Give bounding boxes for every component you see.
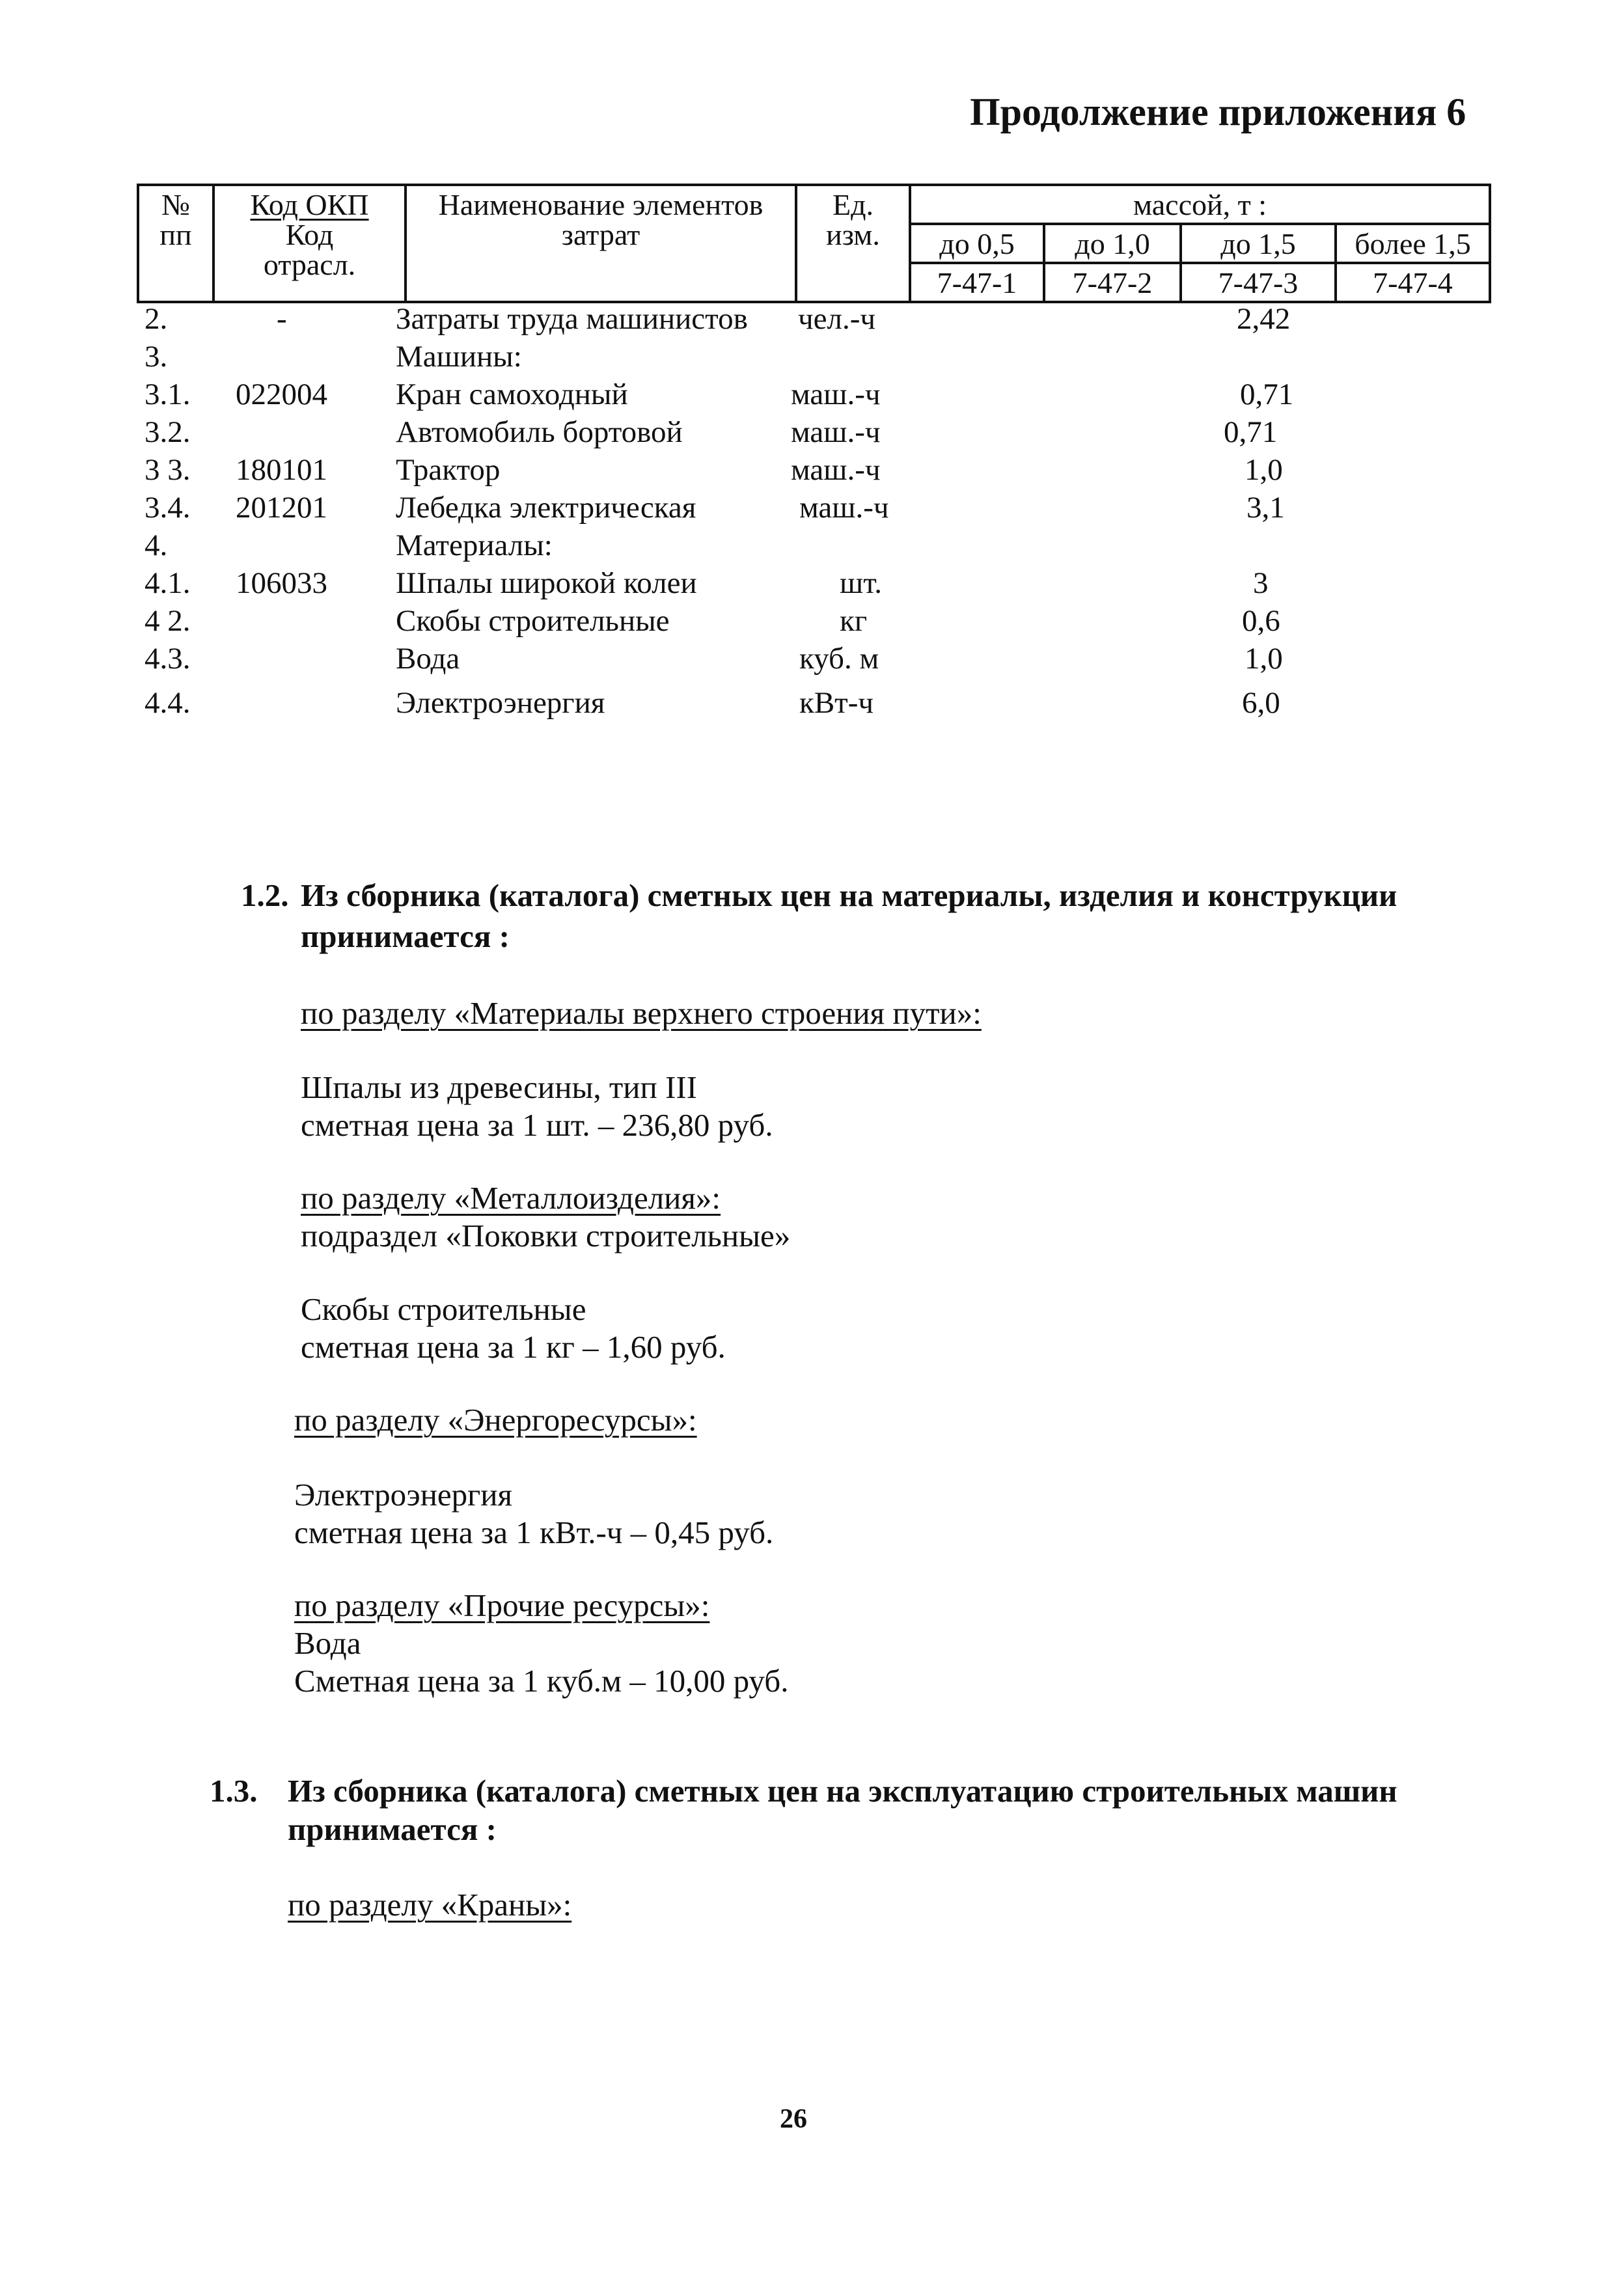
row-value: 1,0: [1245, 453, 1283, 487]
row-num: 4.1.: [145, 566, 191, 600]
price-line: Вода: [294, 1625, 361, 1661]
page-number: 26: [780, 2104, 807, 2134]
row-num: 3.4.: [145, 491, 191, 525]
header-mass-group: массой, т :: [910, 185, 1490, 224]
mass-code-1: 7-47-1: [910, 263, 1044, 302]
row-unit: кВт-ч: [799, 686, 874, 720]
mass-col-1: до 0,5: [910, 224, 1044, 263]
subsection-heading: по разделу «Прочие ресурсы»:: [294, 1587, 710, 1623]
header-unit-cell: [796, 185, 910, 302]
row-num: 3.1.: [145, 377, 191, 411]
mass-col-3: до 1,5: [1181, 224, 1336, 263]
row-code: -: [277, 302, 287, 336]
row-unit: маш.-ч: [791, 377, 881, 411]
row-name: Лебедка электрическая: [396, 491, 696, 525]
row-name: Автомобиль бортовой: [396, 415, 683, 449]
row-value: 2,42: [1237, 302, 1291, 336]
cost-table-header: [137, 184, 1491, 303]
price-line: сметная цена за 1 шт. – 236,80 руб.: [301, 1107, 773, 1143]
mass-code-3: 7-47-3: [1181, 263, 1336, 302]
row-name: Кран самоходный: [396, 377, 628, 411]
row-name: Затраты труда машинистов: [396, 302, 748, 336]
row-value: 3,1: [1246, 491, 1285, 525]
header-code-line1: Код ОКП: [250, 188, 369, 221]
row-num: 4.3.: [145, 642, 191, 676]
subsection-heading: по разделу «Материалы верхнего строения пути»:: [301, 995, 982, 1031]
mass-code-4: 7-47-4: [1336, 263, 1490, 302]
row-value: 0,71: [1224, 415, 1278, 449]
row-unit: маш.-ч: [791, 453, 881, 487]
header-name-line2: затрат: [561, 218, 640, 251]
header-code-cell: [213, 185, 406, 302]
subsection-heading: по разделу «Металлоизделия»:: [301, 1180, 721, 1216]
row-value: 3: [1253, 566, 1269, 600]
row-value: 0,6: [1242, 604, 1280, 638]
row-num: 4.: [145, 528, 168, 562]
subsection-heading: по разделу «Энергоресурсы»:: [294, 1402, 697, 1438]
header-num-line2: пп: [159, 218, 192, 251]
row-name: Скобы строительные: [396, 604, 670, 638]
row-unit: чел.-ч: [798, 302, 875, 336]
row-name: Машины:: [396, 340, 522, 374]
row-name: Электроэнергия: [396, 686, 605, 720]
row-code: 022004: [236, 377, 327, 411]
row-unit: маш.-ч: [791, 415, 881, 449]
section-1-3-title-line1: Из сборника (каталога) сметных цен на эксплуатацию строительных машин: [288, 1773, 1397, 1809]
row-value: 6,0: [1242, 686, 1280, 720]
mass-col-2: до 1,0: [1044, 224, 1181, 263]
row-unit: куб. м: [799, 642, 879, 676]
row-num: 2.: [145, 302, 168, 336]
header-num-line1: №: [161, 188, 190, 221]
row-unit: шт.: [840, 566, 882, 600]
row-code: 106033: [236, 566, 327, 600]
subsection-heading: по разделу «Краны»:: [288, 1887, 572, 1923]
row-unit: кг: [840, 604, 868, 638]
row-name: Трактор: [396, 453, 501, 487]
row-num: 3.: [145, 340, 168, 374]
row-name: Вода: [396, 642, 460, 676]
row-value: 0,71: [1240, 377, 1294, 411]
mass-code-2: 7-47-2: [1044, 263, 1181, 302]
row-num: 4.4.: [145, 686, 191, 720]
price-line: сметная цена за 1 кг – 1,60 руб.: [301, 1329, 726, 1365]
header-num-cell: [138, 185, 213, 302]
header-unit-line1: Ед.: [832, 188, 874, 221]
header-name-cell: [406, 185, 796, 302]
row-code: 180101: [236, 453, 327, 487]
section-1-2-number: 1.2.: [241, 877, 289, 913]
header-name-line1: Наименование элементов: [438, 188, 764, 221]
row-num: 3 3.: [145, 453, 191, 487]
row-num: 4 2.: [145, 604, 191, 638]
header-code-line3: отрасл.: [263, 248, 356, 281]
row-code: 201201: [236, 491, 327, 525]
price-line: Сметная цена за 1 куб.м – 10,00 руб.: [294, 1663, 789, 1699]
header-code-line2: Код: [285, 218, 334, 251]
mass-col-4: более 1,5: [1336, 224, 1490, 263]
section-1-3-number: 1.3.: [210, 1773, 258, 1809]
row-name: Материалы:: [396, 528, 553, 562]
price-line: Электроэнергия: [294, 1477, 513, 1513]
row-unit: маш.-ч: [799, 491, 889, 525]
section-1-3-title-line2: принимается :: [288, 1811, 497, 1847]
appendix-header: Продолжение приложения 6: [970, 90, 1466, 133]
price-line: Шпалы из древесины, тип III: [301, 1069, 697, 1105]
section-1-2-title-line1: Из сборника (каталога) сметных цен на материалы, изделия и конструкции: [301, 877, 1397, 913]
section-1-2-title-line2: принимается :: [301, 918, 510, 954]
row-value: 1,0: [1245, 642, 1283, 676]
price-line: подраздел «Поковки строительные»: [301, 1218, 791, 1254]
row-num: 3.2.: [145, 415, 191, 449]
price-line: Скобы строительные: [301, 1291, 586, 1327]
header-unit-line2: изм.: [826, 218, 880, 251]
row-name: Шпалы широкой колеи: [396, 566, 697, 600]
price-line: сметная цена за 1 кВт.-ч – 0,45 руб.: [294, 1515, 774, 1550]
